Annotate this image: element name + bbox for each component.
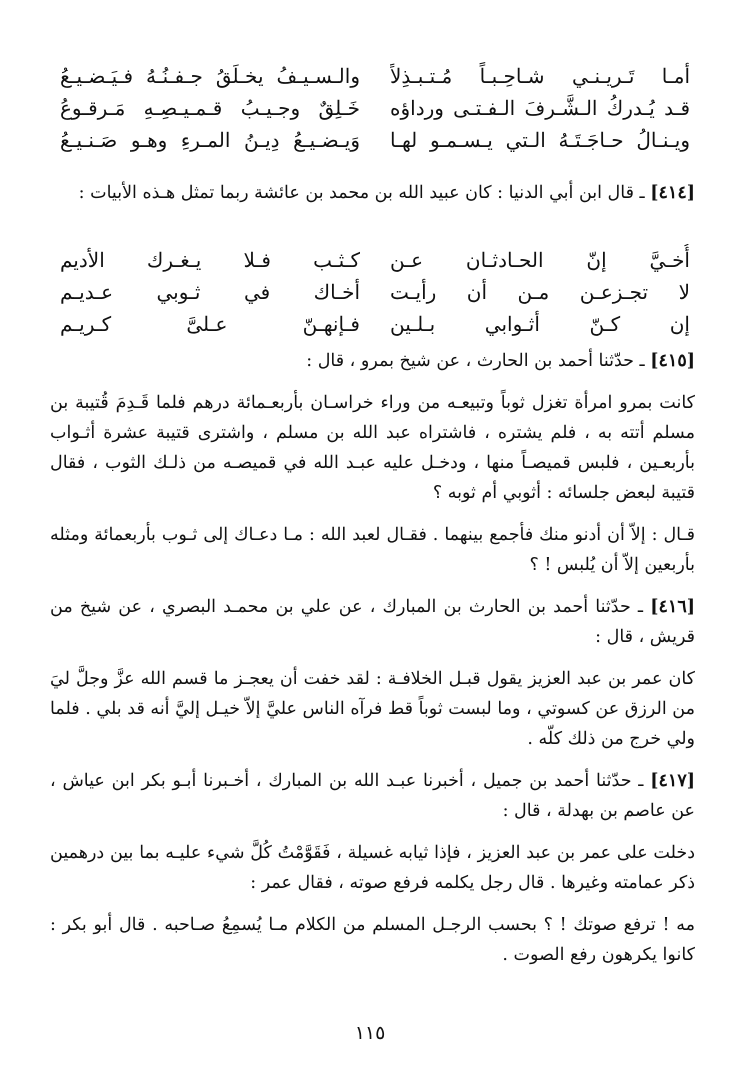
verse-second-hemistich: وَيـضـيـعُ دِيـنُ المـرءِ وهـو صَـنـيـعُ <box>60 128 360 152</box>
narration-chain: ـ حدّثنا أحمد بن جميل ، أخبرنا عبـد الله بن المبارك ، أخـبرنا أبـو بكر ابن عياش ، عن عاصم بن بهدلة ، قال : <box>50 771 695 821</box>
narration-body: دخلت على عمر بن عبد العزيز ، فإذا ثيابه غسيلة ، فَقَوَّمْتُ كُلَّ شيء عليـه بما بين درهمين ذكر عمامته وغيرها . قال رجل يكلمه فرفع صوته ، فقال عمر : <box>50 843 695 893</box>
verse-line <box>60 92 690 124</box>
verse-first-hemistich: ويـنـالُ حـاجَـتَـهُ الـتي يـسـمـو لهـا <box>390 128 690 152</box>
verse-line <box>60 276 690 308</box>
verse-first-hemistich: أُخـيَّ إنّ الحـادثـان عـن <box>390 248 690 272</box>
verse-line <box>60 124 690 156</box>
narration-chain: ـ حدّثنا أحمد بن الحارث ، عن شيخ بمرو ، قال : <box>306 351 651 371</box>
narration-414 <box>50 178 695 208</box>
verse-first-hemistich: أمـا تَـريـنـي شـاحِـبـاً مُـتـبـذِلاً <box>390 64 690 88</box>
narrations-main <box>50 346 695 970</box>
verse-first-hemistich: لا تجـزعـن مـن أن رأيـت <box>390 280 690 304</box>
narration-number: [٤١٧] <box>650 771 695 791</box>
narration-intro <box>50 592 695 652</box>
verse-second-hemistich: كـثـب فـلا يـغـرك الأديم <box>60 248 360 272</box>
narration-number: [٤١٥] <box>650 351 695 371</box>
narration-body: كان عمر بن عبد العزيز يقول قبـل الخلافـة : لقد خفت أن يعجـز ما قسم الله عزَّ وجلَّ ليَ من الرزق عن كسوتي ، وما لبست ثوباً قط فرآه الناس عليَّ إلاّ خيـل إليَّ أنه قد بلي . فلما ولي خرج من ذلك كلّه . <box>50 669 695 749</box>
verse-second-hemistich: أخـاك في ثـوبي عـديـم <box>60 280 360 304</box>
narration-chain: ـ قال ابن أبي الدنيا : كان عبيد الله بن محمد بن عائشة ربما تمثل هـذه الأبيات : <box>78 183 651 203</box>
narration-number: [٤١٦] <box>650 597 695 617</box>
verse-second-hemistich: فـإنهـنّ عـلىَّ كـريـم <box>60 312 360 336</box>
verse-second-hemistich: خَـلِقٌ وجـيـبُ قـمـيـصِـهِ مَـرقـوعُ <box>60 96 360 120</box>
page-number: ١١٥ <box>354 1022 386 1044</box>
verse-first-hemistich: إن كـنّ أثـوابي بـلـين <box>390 312 690 336</box>
verse-first-hemistich: قـد يُـدركُ الـشَّـرفَ الـفـتـى ورداؤه <box>390 96 690 120</box>
verse-line <box>60 244 690 276</box>
poem-2 <box>60 244 690 340</box>
narration-intro <box>50 178 695 208</box>
narration-body: كانت بمرو امرأة تغزل ثوباً وتبيعـه من وراء خراسـان بأربعـمائة درهم فلما قَـدِمَ قُتيبة بن مسلم أتته به ، فلم يشتره ، فاشتراه عبد الله بن مسلم ، واشترى قتيبة عشرة أثـواب بأربعـين ، فلبس قميصـاً منها ، ودخـل عليه عبـد الله في قميصـه من ذلـك الثوب ، فقال قتيبة لبعض جلسائه : أثوبي أم ثوبه ؟ <box>50 393 695 503</box>
verse-line <box>60 60 690 92</box>
narration-intro <box>50 346 695 376</box>
narration-intro <box>50 766 695 826</box>
narration-body: مه ! ترفع صوتك ! ؟ بحسب الرجـل المسلم من الكلام مـا يُسمِعُ صـاحبه . قال أبو بكر : كانوا يكرهون رفع الصوت . <box>50 915 695 965</box>
narration-chain: ـ حدّثنا أحمد بن الحارث بن المبارك ، عن علي بن محمـد البصري ، عن شيخ من قريش ، قال : <box>50 597 695 647</box>
narration-body: قـال : إلاّ أن أدنو منك فأجمع بينهما . فقـال لعبد الله : مـا دعـاك إلى ثـوب بأربعمائة ومثله بأربعين إلاّ أن يُلبس ! ؟ <box>50 525 695 575</box>
verse-second-hemistich: والـسـيـفُ يخـلَقُ جـفـنُـهُ فـيَـضـيـعُ <box>60 64 360 88</box>
narration-number: [٤١٤] <box>650 183 695 203</box>
verse-line <box>60 308 690 340</box>
poem-1 <box>60 60 690 156</box>
